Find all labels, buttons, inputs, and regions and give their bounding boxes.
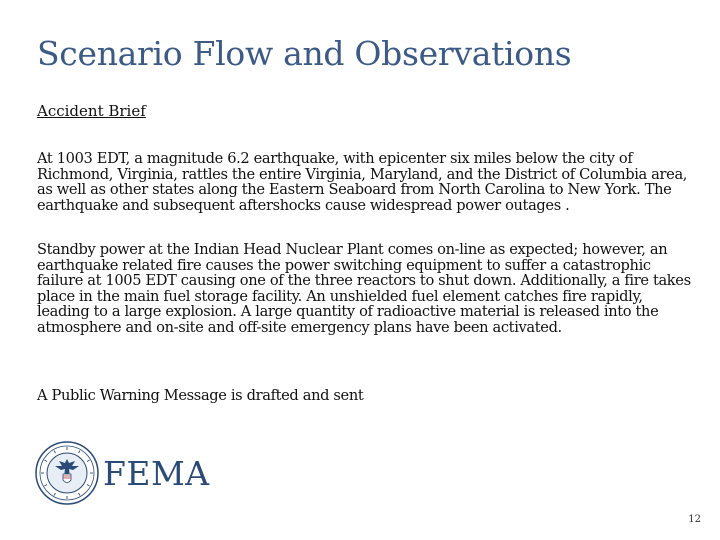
slide-title: Scenario Flow and Observations xyxy=(37,34,572,73)
paragraph-warning-message: A Public Warning Message is drafted and sent xyxy=(37,387,364,404)
page-number: 12 xyxy=(688,514,701,525)
paragraph-nuclear-plant: Standby power at the Indian Head Nuclear Plant comes on-line as expected; however, an earthquake related fire causes the power switching equipment to suffer a catastrophic failure at 1005 EDT causing one of the three reactors to shut down. Additionally, a fire takes place in the main fuel storage facility. An unshielded fuel element catches fire rapidly, leading to a large explosion. A large quantity of radioactive material is released into the atmosphere and on-site and off-site emergency plans have been activated. xyxy=(37,241,691,336)
fema-logo xyxy=(35,441,210,505)
section-heading: Accident Brief xyxy=(37,102,146,120)
fema-wordmark: FEMA xyxy=(103,453,210,493)
dhs-seal-icon xyxy=(35,441,99,505)
paragraph-earthquake: At 1003 EDT, a magnitude 6.2 earthquake, with epicenter six miles below the city of Richmond, Virginia, rattles the entire Virginia, Maryland, and the District of Columbia area, as well as other states along the Eastern Seaboard from North Carolina to New York. The earthquake and subsequent aftershocks cause widespread power outages . xyxy=(37,150,688,214)
